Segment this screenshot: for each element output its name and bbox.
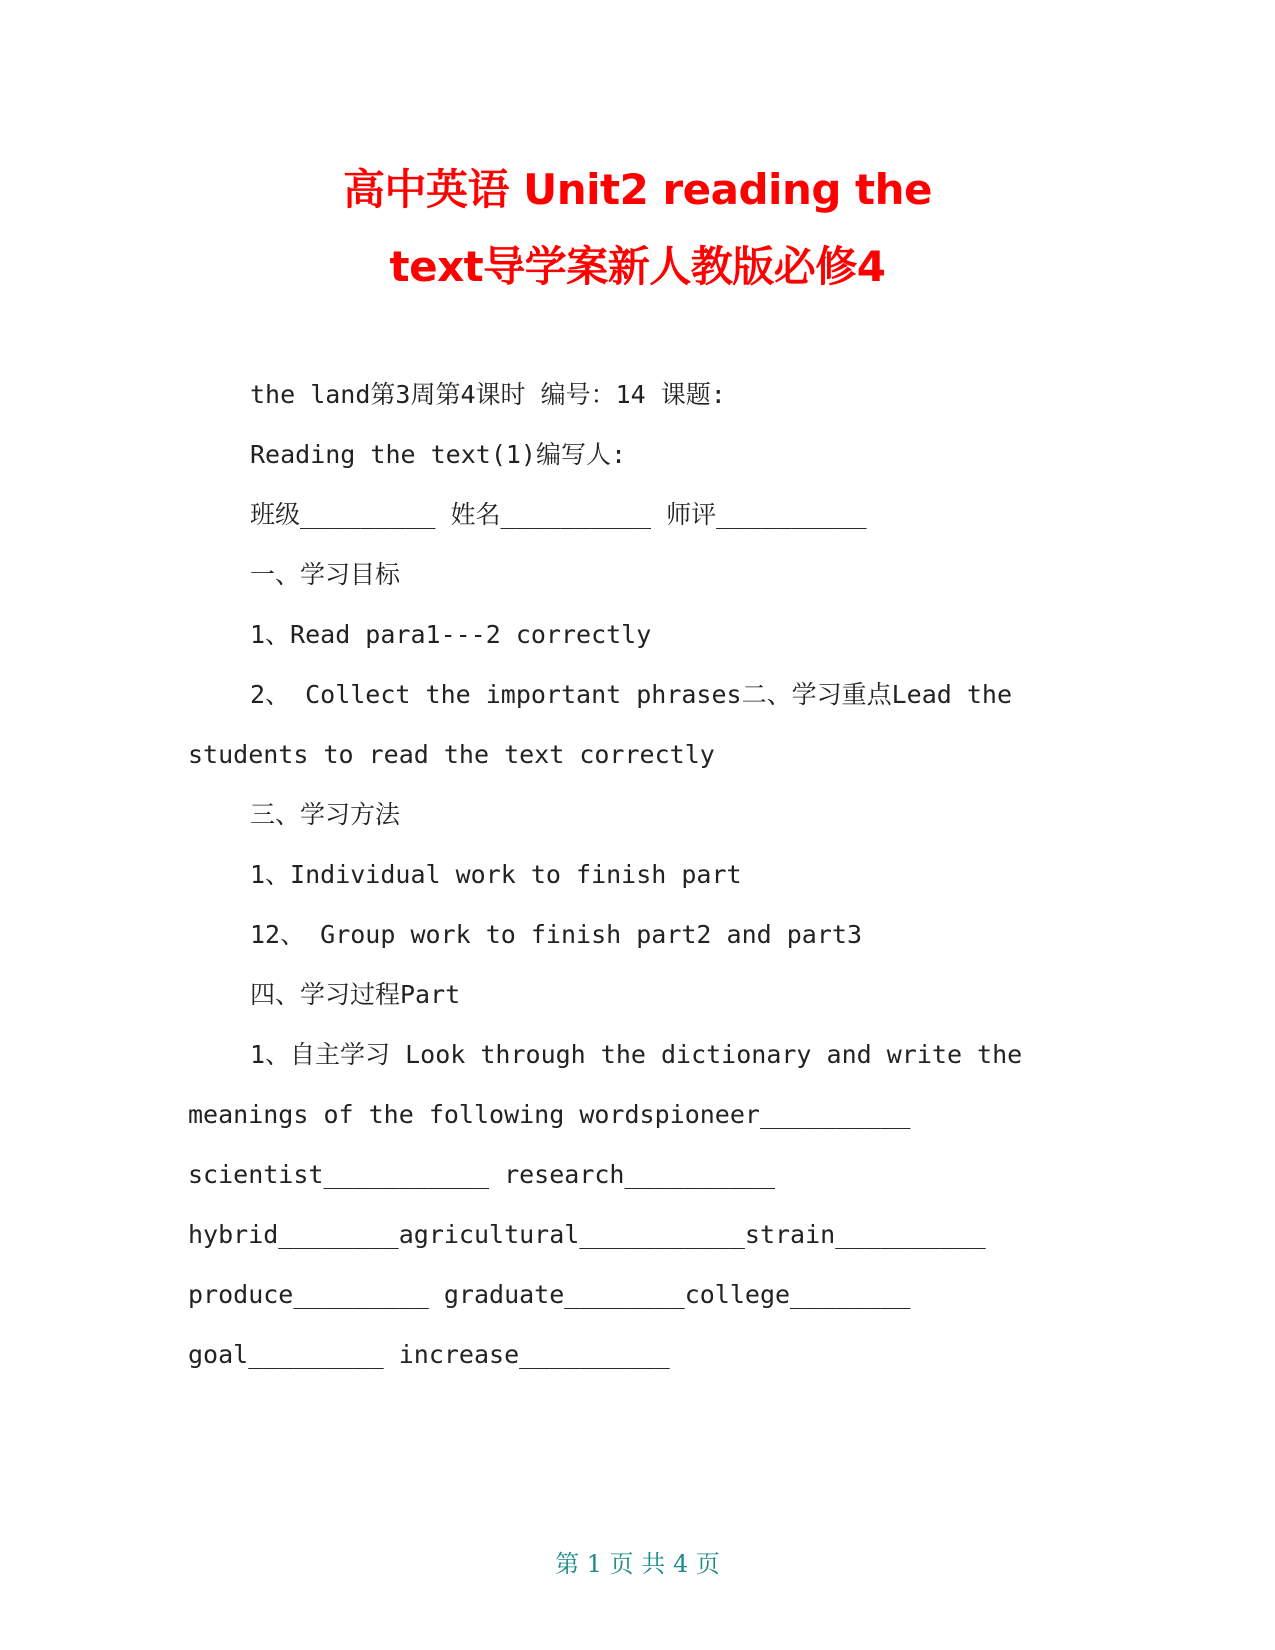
document-title-line-2: text导学案新人教版必修4 (389, 242, 886, 291)
section-heading-methods: 三、学习方法 (250, 800, 401, 829)
lesson-info-line: the land第3周第4课时 编号：14 课题: (250, 380, 726, 409)
lesson-topic-line: Reading the text(1)编写人: (250, 440, 627, 469)
vocab-line-1: meanings of the following wordspioneer__________ (188, 1100, 911, 1129)
objective-item-1: 1、Read para1---2 correctly (250, 620, 652, 649)
document-title-line-1: 高中英语 Unit2 reading the (343, 165, 932, 214)
section-heading-process: 四、学习过程Part (250, 980, 461, 1009)
objective-item-2: 2、 Collect the important phrases二、学习重点Lead the (250, 680, 1013, 709)
objective-item-2-continued: students to read the text correctly (188, 740, 715, 769)
section-heading-objectives: 一、学习目标 (250, 560, 401, 589)
method-item-2: 12、 Group work to finish part2 and part3 (250, 920, 862, 949)
process-item-1: 1、自主学习 Look through the dictionary and write the (250, 1040, 1023, 1069)
method-item-1: 1、Individual work to finish part (250, 860, 742, 889)
vocab-line-3: hybrid________agricultural___________strain__________ (188, 1220, 986, 1249)
student-info-line: 班级_________ 姓名__________ 师评__________ (250, 500, 867, 529)
vocab-line-2: scientist___________ research__________ (188, 1160, 775, 1189)
vocab-line-4: produce_________ graduate________college________ (188, 1280, 911, 1309)
vocab-line-5: goal_________ increase__________ (188, 1340, 670, 1369)
page-number-footer: 第 1 页 共 4 页 (555, 1550, 720, 1578)
